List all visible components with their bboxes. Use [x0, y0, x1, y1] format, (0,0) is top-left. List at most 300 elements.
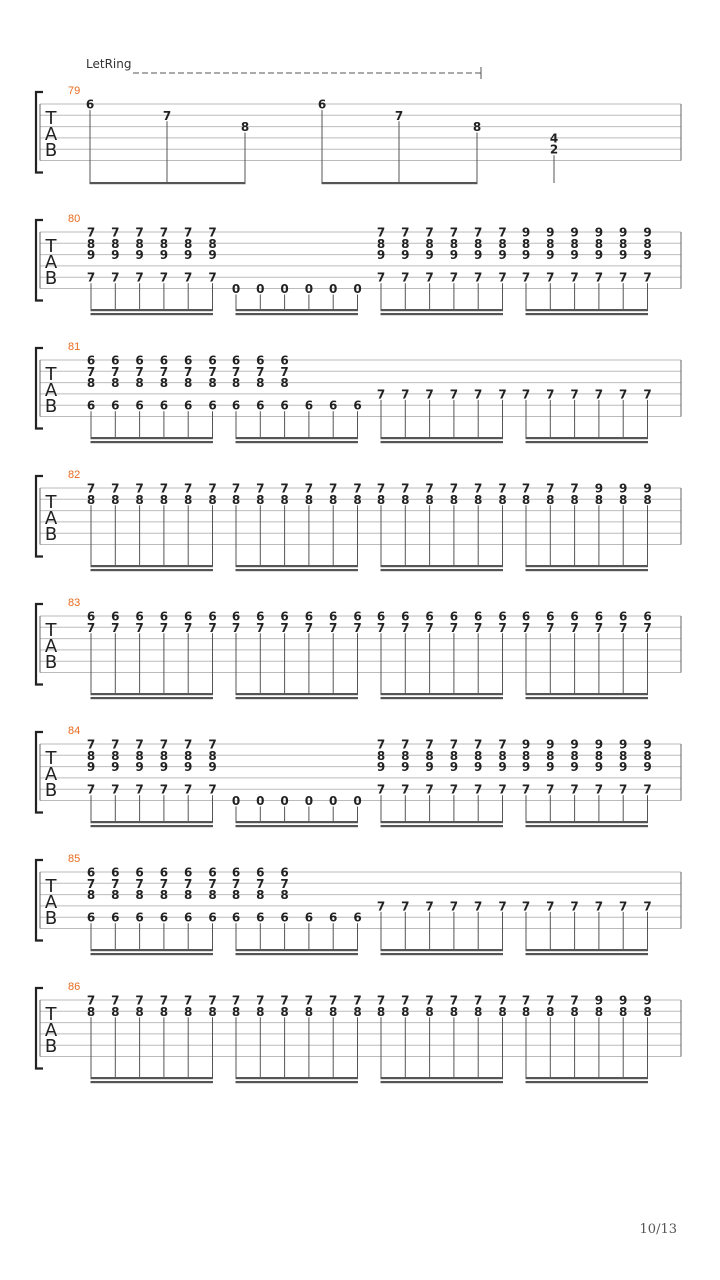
beam	[526, 565, 649, 567]
fret-number: 7	[570, 782, 579, 797]
fret-number: 7	[570, 899, 579, 914]
fret-number: 6	[256, 910, 265, 925]
fret-number: 8	[159, 1004, 169, 1019]
fret-number: 8	[86, 1004, 96, 1019]
fret-number: 7	[159, 876, 169, 891]
beam	[236, 825, 359, 827]
fret-number: 8	[280, 492, 289, 507]
fret-number: 7	[546, 993, 555, 1008]
tab-clef-letter: A	[44, 124, 58, 145]
fret-number: 8	[376, 1004, 386, 1019]
fret-number: 6	[474, 609, 483, 624]
fret-number: 8	[401, 748, 410, 763]
tab-clef-letter: A	[44, 508, 58, 529]
fret-number: 0	[231, 794, 241, 808]
fret-number: 6	[208, 609, 217, 624]
fret-number: 7	[256, 876, 265, 891]
tab-clef-letter: A	[44, 764, 58, 785]
fret-number: 6	[135, 865, 144, 880]
fret-number: 8	[111, 236, 120, 251]
fret-number: 7	[643, 899, 652, 914]
fret-number: 6	[86, 398, 96, 413]
fret-number: 6	[159, 865, 169, 880]
fret-number: 7	[208, 620, 217, 635]
beam	[381, 309, 504, 311]
fret-number: 9	[594, 481, 604, 496]
fret-number: 7	[376, 270, 386, 285]
fret-number: 7	[111, 782, 120, 797]
beam	[381, 313, 504, 315]
fret-number: 9	[498, 760, 507, 775]
fret-number: 7	[449, 782, 459, 797]
fret-number: 7	[474, 899, 483, 914]
tab-clef-letter: A	[44, 1020, 58, 1041]
fret-number: 7	[376, 782, 386, 797]
fret-number: 8	[304, 492, 314, 507]
fret-number: 6	[86, 353, 96, 368]
fret-number: 7	[521, 782, 531, 797]
fret-number: 8	[208, 1004, 217, 1019]
fret-number: 8	[546, 748, 555, 763]
fret-number: 6	[184, 865, 193, 880]
fret-number: 8	[472, 120, 482, 135]
fret-number: 8	[208, 888, 217, 903]
beam	[526, 1081, 649, 1083]
let-ring-label: LetRing	[86, 57, 132, 71]
beam	[91, 953, 214, 955]
fret-number: 8	[184, 748, 193, 763]
fret-number: 7	[474, 737, 483, 752]
fret-number: 7	[184, 481, 193, 496]
fret-number: 7	[521, 899, 531, 914]
tab-clef-letter: B	[44, 780, 58, 801]
fret-number: 7	[474, 270, 483, 285]
fret-number: 8	[240, 120, 250, 135]
fret-number: 8	[86, 888, 96, 903]
fret-number: 8	[135, 376, 144, 391]
fret-number: 6	[208, 353, 217, 368]
fret-number: 9	[643, 481, 652, 496]
fret-number: 9	[619, 737, 628, 752]
measure-number: 80	[68, 213, 81, 225]
fret-number: 6	[85, 97, 95, 112]
fret-number: 7	[521, 620, 531, 635]
beam	[236, 1081, 359, 1083]
tab-clef-letter: T	[45, 620, 57, 641]
fret-number: 7	[184, 225, 193, 240]
fret-number: 7	[353, 993, 362, 1008]
fret-number: 9	[401, 760, 410, 775]
fret-number: 6	[329, 609, 338, 624]
fret-number: 7	[111, 270, 120, 285]
tab-clef-letter: B	[44, 1036, 58, 1057]
fret-number: 7	[86, 876, 96, 891]
fret-number: 7	[546, 782, 555, 797]
fret-number: 6	[184, 910, 193, 925]
fret-number: 6	[231, 398, 241, 413]
fret-number: 9	[376, 248, 386, 263]
fret-number: 9	[184, 248, 193, 263]
tab-clef-letter: T	[45, 364, 57, 385]
fret-number: 6	[111, 398, 120, 413]
fret-number: 8	[86, 492, 96, 507]
fret-number: 7	[376, 620, 386, 635]
fret-number: 8	[425, 1004, 434, 1019]
fret-number: 9	[521, 225, 531, 240]
fret-number: 7	[425, 737, 434, 752]
fret-number: 7	[135, 782, 144, 797]
fret-number: 4	[549, 131, 559, 146]
fret-number: 7	[231, 620, 241, 635]
fret-number: 6	[498, 609, 507, 624]
fret-number: 7	[449, 481, 459, 496]
fret-number: 0	[353, 282, 362, 296]
fret-number: 6	[111, 353, 120, 368]
fret-number: 6	[619, 609, 628, 624]
beam	[236, 821, 359, 823]
beam	[90, 182, 246, 184]
fret-number: 7	[111, 481, 120, 496]
fret-number: 7	[159, 993, 169, 1008]
tab-clef-letter: B	[44, 268, 58, 289]
fret-number: 7	[86, 364, 96, 379]
fret-number: 7	[449, 620, 459, 635]
fret-number: 6	[135, 910, 144, 925]
beam	[91, 821, 214, 823]
fret-number: 7	[135, 737, 144, 752]
beam	[236, 1077, 359, 1079]
fret-number: 7	[570, 620, 579, 635]
fret-number: 8	[159, 492, 169, 507]
fret-number: 8	[231, 1004, 241, 1019]
fret-number: 8	[231, 492, 241, 507]
fret-number: 7	[159, 225, 169, 240]
fret-number: 7	[401, 387, 410, 402]
fret-number: 7	[184, 364, 193, 379]
fret-number: 6	[304, 398, 314, 413]
fret-number: 6	[86, 910, 96, 925]
fret-number: 8	[329, 1004, 338, 1019]
fret-number: 9	[135, 760, 144, 775]
fret-number: 9	[521, 248, 531, 263]
beam	[91, 1081, 214, 1083]
fret-number: 8	[570, 748, 579, 763]
beam	[236, 441, 359, 443]
fret-number: 7	[184, 737, 193, 752]
fret-number: 7	[256, 993, 265, 1008]
fret-number: 8	[111, 888, 120, 903]
beam	[236, 949, 359, 951]
fret-number: 9	[643, 248, 652, 263]
fret-number: 9	[643, 737, 652, 752]
fret-number: 8	[280, 888, 289, 903]
fret-number: 7	[304, 481, 314, 496]
fret-number: 7	[594, 620, 604, 635]
fret-number: 8	[474, 236, 483, 251]
fret-number: 6	[231, 865, 241, 880]
beam	[526, 949, 649, 951]
fret-number: 7	[184, 782, 193, 797]
fret-number: 7	[619, 899, 628, 914]
fret-number: 9	[135, 248, 144, 263]
fret-number: 9	[425, 760, 434, 775]
fret-number: 7	[304, 620, 314, 635]
beam	[526, 313, 649, 315]
fret-number: 8	[401, 492, 410, 507]
fret-number: 7	[376, 993, 386, 1008]
fret-number: 8	[643, 236, 652, 251]
tab-clef-letter: T	[45, 492, 57, 513]
fret-number: 7	[111, 993, 120, 1008]
fret-number: 8	[353, 492, 362, 507]
fret-number: 9	[619, 225, 628, 240]
fret-number: 6	[231, 609, 241, 624]
fret-number: 7	[474, 993, 483, 1008]
fret-number: 8	[135, 1004, 144, 1019]
fret-number: 7	[159, 782, 169, 797]
fret-number: 9	[159, 248, 169, 263]
tab-clef-letter: T	[45, 1004, 57, 1025]
fret-number: 9	[208, 248, 217, 263]
fret-number: 7	[425, 387, 434, 402]
fret-number: 7	[594, 899, 604, 914]
fret-number: 7	[353, 620, 362, 635]
fret-number: 6	[401, 609, 410, 624]
fret-number: 7	[159, 481, 169, 496]
tab-clef-letter: T	[45, 236, 57, 257]
beam	[91, 693, 214, 695]
beam	[526, 697, 649, 699]
beam	[91, 565, 214, 567]
fret-number: 8	[111, 748, 120, 763]
tab-clef-letter: A	[44, 892, 58, 913]
fret-number: 7	[425, 270, 434, 285]
fret-number: 7	[570, 481, 579, 496]
fret-number: 7	[159, 364, 169, 379]
fret-number: 8	[159, 376, 169, 391]
fret-number: 6	[159, 353, 169, 368]
beam	[526, 821, 649, 823]
fret-number: 9	[498, 248, 507, 263]
fret-number: 7	[208, 876, 217, 891]
fret-number: 9	[111, 760, 120, 775]
fret-number: 7	[86, 737, 96, 752]
fret-number: 0	[353, 794, 362, 808]
fret-number: 9	[594, 737, 604, 752]
fret-number: 8	[111, 492, 120, 507]
beam	[381, 693, 504, 695]
fret-number: 7	[521, 270, 531, 285]
fret-number: 7	[135, 620, 144, 635]
measure-number: 79	[68, 85, 81, 97]
fret-number: 9	[570, 248, 579, 263]
fret-number: 8	[135, 236, 144, 251]
fret-number: 7	[135, 225, 144, 240]
fret-number: 7	[329, 993, 338, 1008]
fret-number: 6	[280, 609, 289, 624]
beam	[236, 565, 359, 567]
fret-number: 7	[304, 993, 314, 1008]
measure-number: 84	[68, 725, 81, 737]
fret-number: 8	[256, 376, 265, 391]
fret-number: 9	[449, 248, 459, 263]
fret-number: 8	[619, 748, 628, 763]
beam	[526, 693, 649, 695]
fret-number: 8	[570, 492, 579, 507]
fret-number: 9	[594, 993, 604, 1008]
beam	[526, 1077, 649, 1079]
fret-number: 9	[643, 993, 652, 1008]
fret-number: 9	[449, 760, 459, 775]
fret-number: 7	[329, 481, 338, 496]
fret-number: 9	[425, 248, 434, 263]
fret-number: 8	[256, 1004, 265, 1019]
fret-number: 9	[376, 760, 386, 775]
fret-number: 6	[425, 609, 434, 624]
fret-number: 0	[304, 282, 314, 296]
fret-number: 9	[594, 225, 604, 240]
fret-number: 8	[376, 492, 386, 507]
beam	[91, 949, 214, 951]
fret-number: 6	[135, 398, 144, 413]
fret-number: 7	[474, 387, 483, 402]
fret-number: 6	[329, 910, 338, 925]
fret-number: 9	[570, 737, 579, 752]
fret-number: 0	[280, 282, 289, 296]
fret-number: 7	[546, 387, 555, 402]
fret-number: 7	[498, 225, 507, 240]
fret-number: 8	[401, 1004, 410, 1019]
beam	[236, 953, 359, 955]
fret-number: 6	[304, 910, 314, 925]
fret-number: 8	[86, 376, 96, 391]
fret-number: 6	[353, 398, 362, 413]
beam	[91, 441, 214, 443]
fret-number: 8	[594, 748, 604, 763]
fret-number: 8	[184, 888, 193, 903]
fret-number: 8	[474, 1004, 483, 1019]
tab-clef-letter: B	[44, 396, 58, 417]
fret-number: 6	[159, 398, 169, 413]
fret-number: 6	[256, 609, 265, 624]
beam	[381, 953, 504, 955]
fret-number: 7	[394, 108, 404, 123]
fret-number: 7	[184, 620, 193, 635]
fret-number: 9	[401, 248, 410, 263]
fret-number: 6	[159, 609, 169, 624]
measure-number: 82	[68, 469, 81, 481]
beam	[381, 1077, 504, 1079]
fret-number: 6	[546, 609, 555, 624]
fret-number: 7	[256, 481, 265, 496]
fret-number: 8	[425, 748, 434, 763]
fret-number: 8	[159, 748, 169, 763]
fret-number: 9	[619, 760, 628, 775]
fret-number: 7	[231, 993, 241, 1008]
fret-number: 9	[619, 248, 628, 263]
fret-number: 7	[159, 270, 169, 285]
fret-number: 6	[280, 865, 289, 880]
fret-number: 7	[280, 481, 289, 496]
fret-number: 7	[449, 899, 459, 914]
fret-number: 8	[425, 236, 434, 251]
fret-number: 6	[317, 97, 327, 112]
fret-number: 9	[86, 248, 96, 263]
tab-clef-letter: T	[45, 748, 57, 769]
fret-number: 6	[208, 910, 217, 925]
fret-number: 7	[280, 364, 289, 379]
fret-number: 6	[208, 865, 217, 880]
fret-number: 9	[546, 225, 555, 240]
fret-number: 8	[231, 888, 241, 903]
fret-number: 8	[425, 492, 434, 507]
fret-number: 0	[304, 794, 314, 808]
fret-number: 8	[401, 236, 410, 251]
fret-number: 7	[474, 782, 483, 797]
fret-number: 9	[208, 760, 217, 775]
fret-number: 7	[425, 993, 434, 1008]
tab-clef-letter: A	[44, 380, 58, 401]
fret-number: 8	[304, 1004, 314, 1019]
tab-clef-letter: B	[44, 908, 58, 929]
fret-number: 7	[86, 225, 96, 240]
fret-number: 8	[376, 748, 386, 763]
fret-number: 7	[474, 225, 483, 240]
fret-number: 6	[280, 353, 289, 368]
fret-number: 8	[86, 748, 96, 763]
fret-number: 8	[521, 236, 531, 251]
fret-number: 7	[401, 899, 410, 914]
fret-number: 7	[425, 481, 434, 496]
fret-number: 7	[208, 993, 217, 1008]
beam	[381, 821, 504, 823]
fret-number: 7	[376, 737, 386, 752]
fret-number: 6	[159, 910, 169, 925]
fret-number: 7	[498, 899, 507, 914]
fret-number: 7	[401, 782, 410, 797]
fret-number: 7	[546, 899, 555, 914]
fret-number: 9	[546, 248, 555, 263]
fret-number: 6	[329, 398, 338, 413]
fret-number: 7	[498, 737, 507, 752]
fret-number: 7	[643, 270, 652, 285]
fret-number: 7	[135, 481, 144, 496]
beam	[526, 825, 649, 827]
fret-number: 7	[231, 481, 241, 496]
fret-number: 8	[353, 1004, 362, 1019]
fret-number: 8	[546, 1004, 555, 1019]
fret-number: 0	[329, 794, 338, 808]
fret-number: 7	[208, 782, 217, 797]
fret-number: 7	[449, 270, 459, 285]
fret-number: 6	[111, 865, 120, 880]
fret-number: 7	[280, 620, 289, 635]
beam	[236, 697, 359, 699]
fret-number: 7	[353, 481, 362, 496]
fret-number: 7	[425, 620, 434, 635]
fret-number: 7	[280, 993, 289, 1008]
fret-number: 7	[86, 270, 96, 285]
fret-number: 7	[184, 270, 193, 285]
fret-number: 8	[498, 236, 507, 251]
fret-number: 7	[329, 620, 338, 635]
fret-number: 7	[135, 993, 144, 1008]
fret-number: 7	[521, 481, 531, 496]
fret-number: 8	[231, 376, 241, 391]
fret-number: 7	[86, 620, 96, 635]
fret-number: 8	[208, 376, 217, 391]
fret-number: 8	[135, 888, 144, 903]
